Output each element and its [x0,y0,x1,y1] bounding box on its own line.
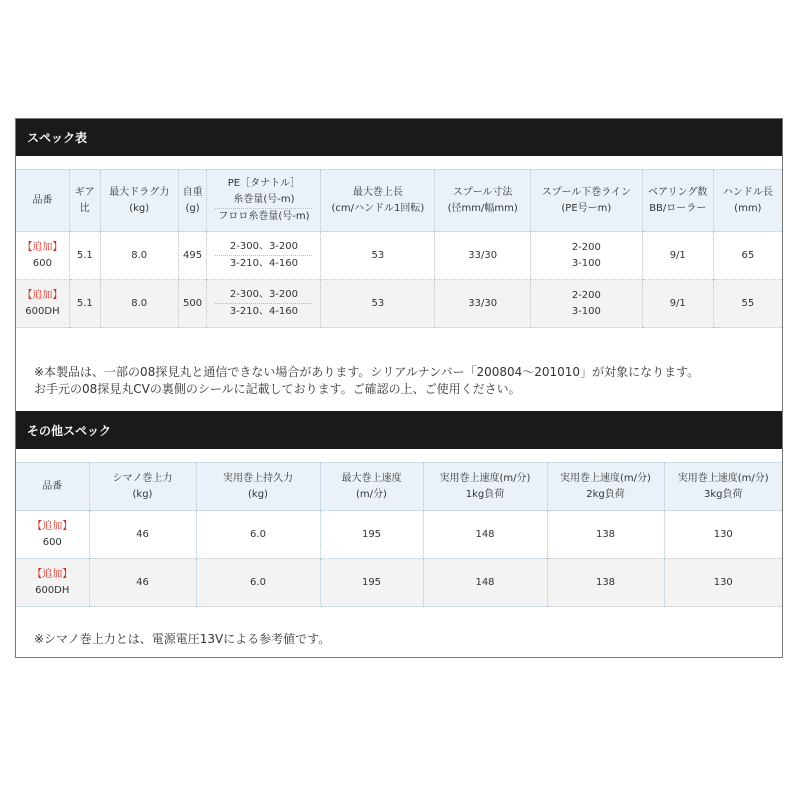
col-max-speed: 最大巻上速度 (m/分) [320,463,423,511]
speed-2kg-cell: 138 [547,511,664,559]
col-speed-1kg: 実用巻上速度(m/分) 1kg負荷 [423,463,547,511]
col-underline: スプール下巻ライン (PE号ーm) [530,170,642,232]
col-retrieve: 最大巻上長 (cm/ハンドル1回転) [321,170,435,232]
power-cell: 46 [89,511,196,559]
col-spool: スプール寸法 (径mm/幅mm) [435,170,530,232]
retrieve-cell: 53 [321,280,435,328]
col-weight: 自重 (g) [178,170,207,232]
col-gear: ギア比 [69,170,100,232]
gear-cell: 5.1 [69,232,100,280]
speed-1kg-cell: 148 [423,559,547,607]
handle-cell: 65 [741,249,755,261]
col-endurance: 実用巻上持久力 (kg) [196,463,320,511]
col-speed-3kg: 実用巻上速度(m/分) 3kg負荷 [664,463,782,511]
other-section-title: その他スペック [27,423,112,438]
col-model: 品番 [16,170,69,232]
line-cell: 2-300、3-200 3-210、4-160 [207,232,321,280]
other-section-header [16,411,782,449]
gear-cell: 5.1 [69,280,100,328]
col-line-capacity: PE［タナトル］ 糸巻量(号-m) フロロ糸巻量(号-m) [207,170,321,232]
retrieve-cell: 53 [321,232,435,280]
other-note: ※シマノ巻上力とは、電源電圧13Vによる参考値です。 [34,632,331,646]
drag-cell: 8.0 [100,280,178,328]
underline-cell: 2-200 3-100 [530,280,642,328]
handle-cell: 55 [713,280,782,328]
bearing-cell: 9/1 [642,280,713,328]
weight-cell: 500 [178,280,207,328]
speed-3kg-cell: 130 [713,528,733,540]
bearing-cell: 9/1 [642,232,713,280]
speed-3kg-cell: 130 [664,559,782,607]
spec-header-row [16,170,782,232]
model-cell: 【追加】 600 [16,511,89,559]
speed-1kg-cell: 148 [423,511,547,559]
line-cell: 2-300、3-200 3-210、4-160 [207,280,321,328]
model-cell: 【追加】 600 [16,232,69,280]
col-drag: 最大ドラグ力 (kg) [100,170,178,232]
table-row [16,511,782,559]
max-speed-cell: 195 [320,511,423,559]
table-row [16,232,782,280]
spec-section-title: スペック表 [27,131,88,145]
spec-section-header [16,119,782,156]
col-bearing: ベアリング数 BB/ローラー [642,170,713,232]
drag-cell: 8.0 [100,232,178,280]
spec-frame [15,118,783,658]
endurance-cell: 6.0 [196,559,320,607]
col-speed-2kg: 実用巻上速度(m/分) 2kg負荷 [547,463,664,511]
spec-note-line-1: ※本製品は、一部の08探見丸と通信できない場合があります。シリアルナンバー「200804～201010」が対象になります。 [34,365,700,379]
power-cell: 46 [89,559,196,607]
spec-table [16,169,782,328]
col-handle: ハンドル長 (mm) [713,170,782,232]
col-model: 品番 [16,463,89,511]
speed-2kg-cell: 138 [547,559,664,607]
table-row [16,559,782,607]
table-row [16,280,782,328]
other-spec-table [16,462,782,607]
spool-cell: 33/30 [435,232,530,280]
other-header-row [16,463,782,511]
spec-note [34,364,782,398]
spool-cell: 33/30 [435,280,530,328]
underline-cell: 2-200 3-100 [530,232,642,280]
model-cell: 【追加】 600DH [16,280,69,328]
endurance-cell: 6.0 [196,511,320,559]
weight-cell: 495 [178,232,207,280]
model-cell: 【追加】 600DH [16,559,89,607]
col-power: シマノ巻上力 (kg) [89,463,196,511]
max-speed-cell: 195 [320,559,423,607]
spec-note-line-2: お手元の08探見丸CVの裏側のシールに記載しております。ご確認の上、ご使用ください。 [34,382,521,396]
